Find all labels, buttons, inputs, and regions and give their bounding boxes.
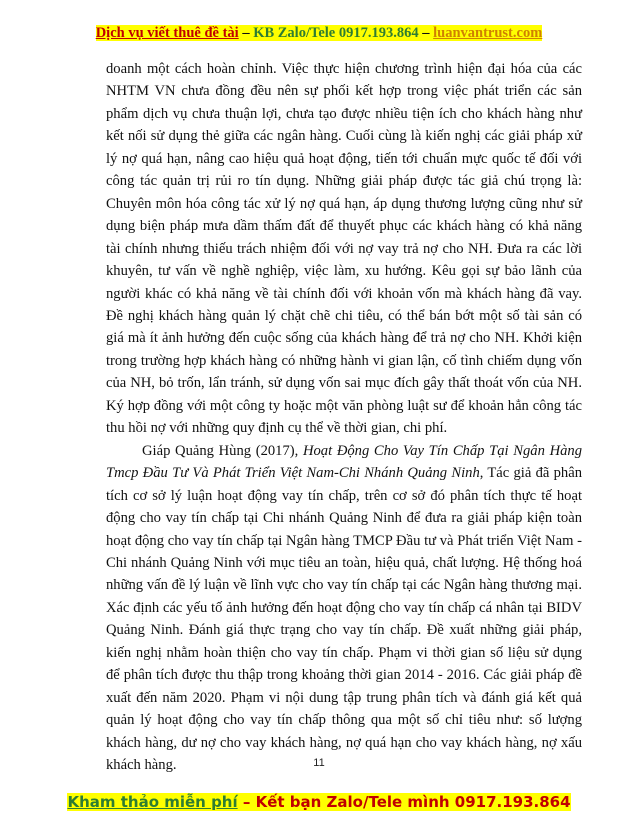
header-banner <box>0 24 638 42</box>
header-service-text: Dịch vụ viết thuê đề tài <box>95 25 239 41</box>
footer-separator: – <box>237 793 256 811</box>
paragraph-1: doanh một cách hoàn chỉnh. Việc thực hiện chương trình hiện đại hóa của các NHTM VN chưa đồng đều nên sự phối kết hợp trong việc phát triển các sản phẩm dịch vụ chưa thuận lợi, chưa tạo được nhiều tiện ích cho khách hàng như kết nối sử dụng thẻ giữa các ngân hàng. Cuối cùng là kiến nghị các giải pháp xử lý nợ quá hạn, nâng cao hiệu quả hoạt động, tiến tới chuẩn mực quốc tế đối với công tác quản trị rủi ro tín dụng. Những giải pháp được tác giả chú trọng là: Chuyên môn hóa công tác xử lý nợ quá hạn, áp dụng thương lượng cũng như sử dụng biện pháp mưa dầm thấm đất để thuyết phục các khách hàng có khả năng tài chính nhưng thiếu trách nhiệm đối với nợ vay trả nợ cho NH. Đưa ra các lời khuyên, tư vấn về nghề nghiệp, việc làm, xu hướng. Kêu gọi sự bảo lãnh của người khác có khả năng về tài chính đối với khoản vốn mà khách hàng đã vay. Đề nghị khách hàng quản lý chặt chẽ chi tiêu, có thể bán bớt một số tài sản có giá mà ít ảnh hưởng đến cuộc sống của khách hàng để trả nợ cho NH. Khởi kiện trong trường hợp khách hàng có những hành vi gian lận, cố tình chiếm dụng vốn của NH, bỏ trốn, lẩn tránh, sử dụng vốn sai mục đích gây thất thoát vốn của NH. Ký hợp đồng với một công ty hoặc một văn phòng luật sư để khoản hẳn công tác thu hồi nợ với những quy định cụ thể về thời gian, chi phí. <box>106 61 582 437</box>
header-website-link[interactable]: luanvantrust.com <box>433 25 543 41</box>
footer-contact-text: Kết bạn Zalo/Tele mình 0917.193.864 <box>255 793 571 811</box>
page-number: 11 <box>313 757 325 769</box>
header-separator: – <box>238 25 254 41</box>
header-contact-text: KB Zalo/Tele 0917.193.864 <box>253 25 419 41</box>
document-body <box>106 58 582 777</box>
citation-title: Hoạt Động Cho Vay Tín Chấp Tại Ngân Hàng Tmcp Đầu Tư Và Phát Triển Việt Nam-Chi Nhánh Quảng Ninh <box>106 442 582 482</box>
footer-banner <box>0 792 638 812</box>
paragraph-2 <box>106 440 582 777</box>
citation-author: Giáp Quảng Hùng (2017), <box>142 442 303 459</box>
header-separator-2: – <box>418 25 434 41</box>
paragraph-2-text: , Tác giả đã phân tích cơ sở lý luận hoạt động vay tín chấp, trên cơ sở đó phân tích thực tế hoạt động cho vay tín chấp tại Chi nhánh Quảng Ninh để đưa ra giải pháp kiện toàn hoạt động cho vay tín chấp tại Ngân hàng TMCP Đầu tư và Phát triển Việt Nam - Chi nhánh Quảng Ninh với mục tiêu an toàn, hiệu quả, chất lượng. Hệ thống hoá những vấn đề lý luận về lĩnh vực cho vay tín chấp tại các Ngân hàng thương mại. Xác định các yếu tố ảnh hưởng đến hoạt động cho vay tín chấp cá nhân tại BIDV Quảng Ninh. Đánh giá thực trạng cho vay tín chấp. Đề xuất những giải pháp, kiến nghị nhằm hoàn thiện cho vay tín chấp. Phạm vi thời gian số liệu sử dụng để phân tích được thu thập trong khoảng thời gian 2014 - 2016. Các giải pháp đề xuất đến năm 2020. Phạm vi nội dung tập trung phân tích và đánh giá kết quả quản lý hoạt động cho vay tín chấp thông qua một số chỉ tiêu như: số lượng khách hàng, dư nợ cho vay khách hàng, nợ quá hạn cho vay khách hàng, nợ xấu khách hàng. <box>106 465 582 774</box>
footer-free-reference-link[interactable]: Kham thảo miễn phí <box>67 793 238 811</box>
